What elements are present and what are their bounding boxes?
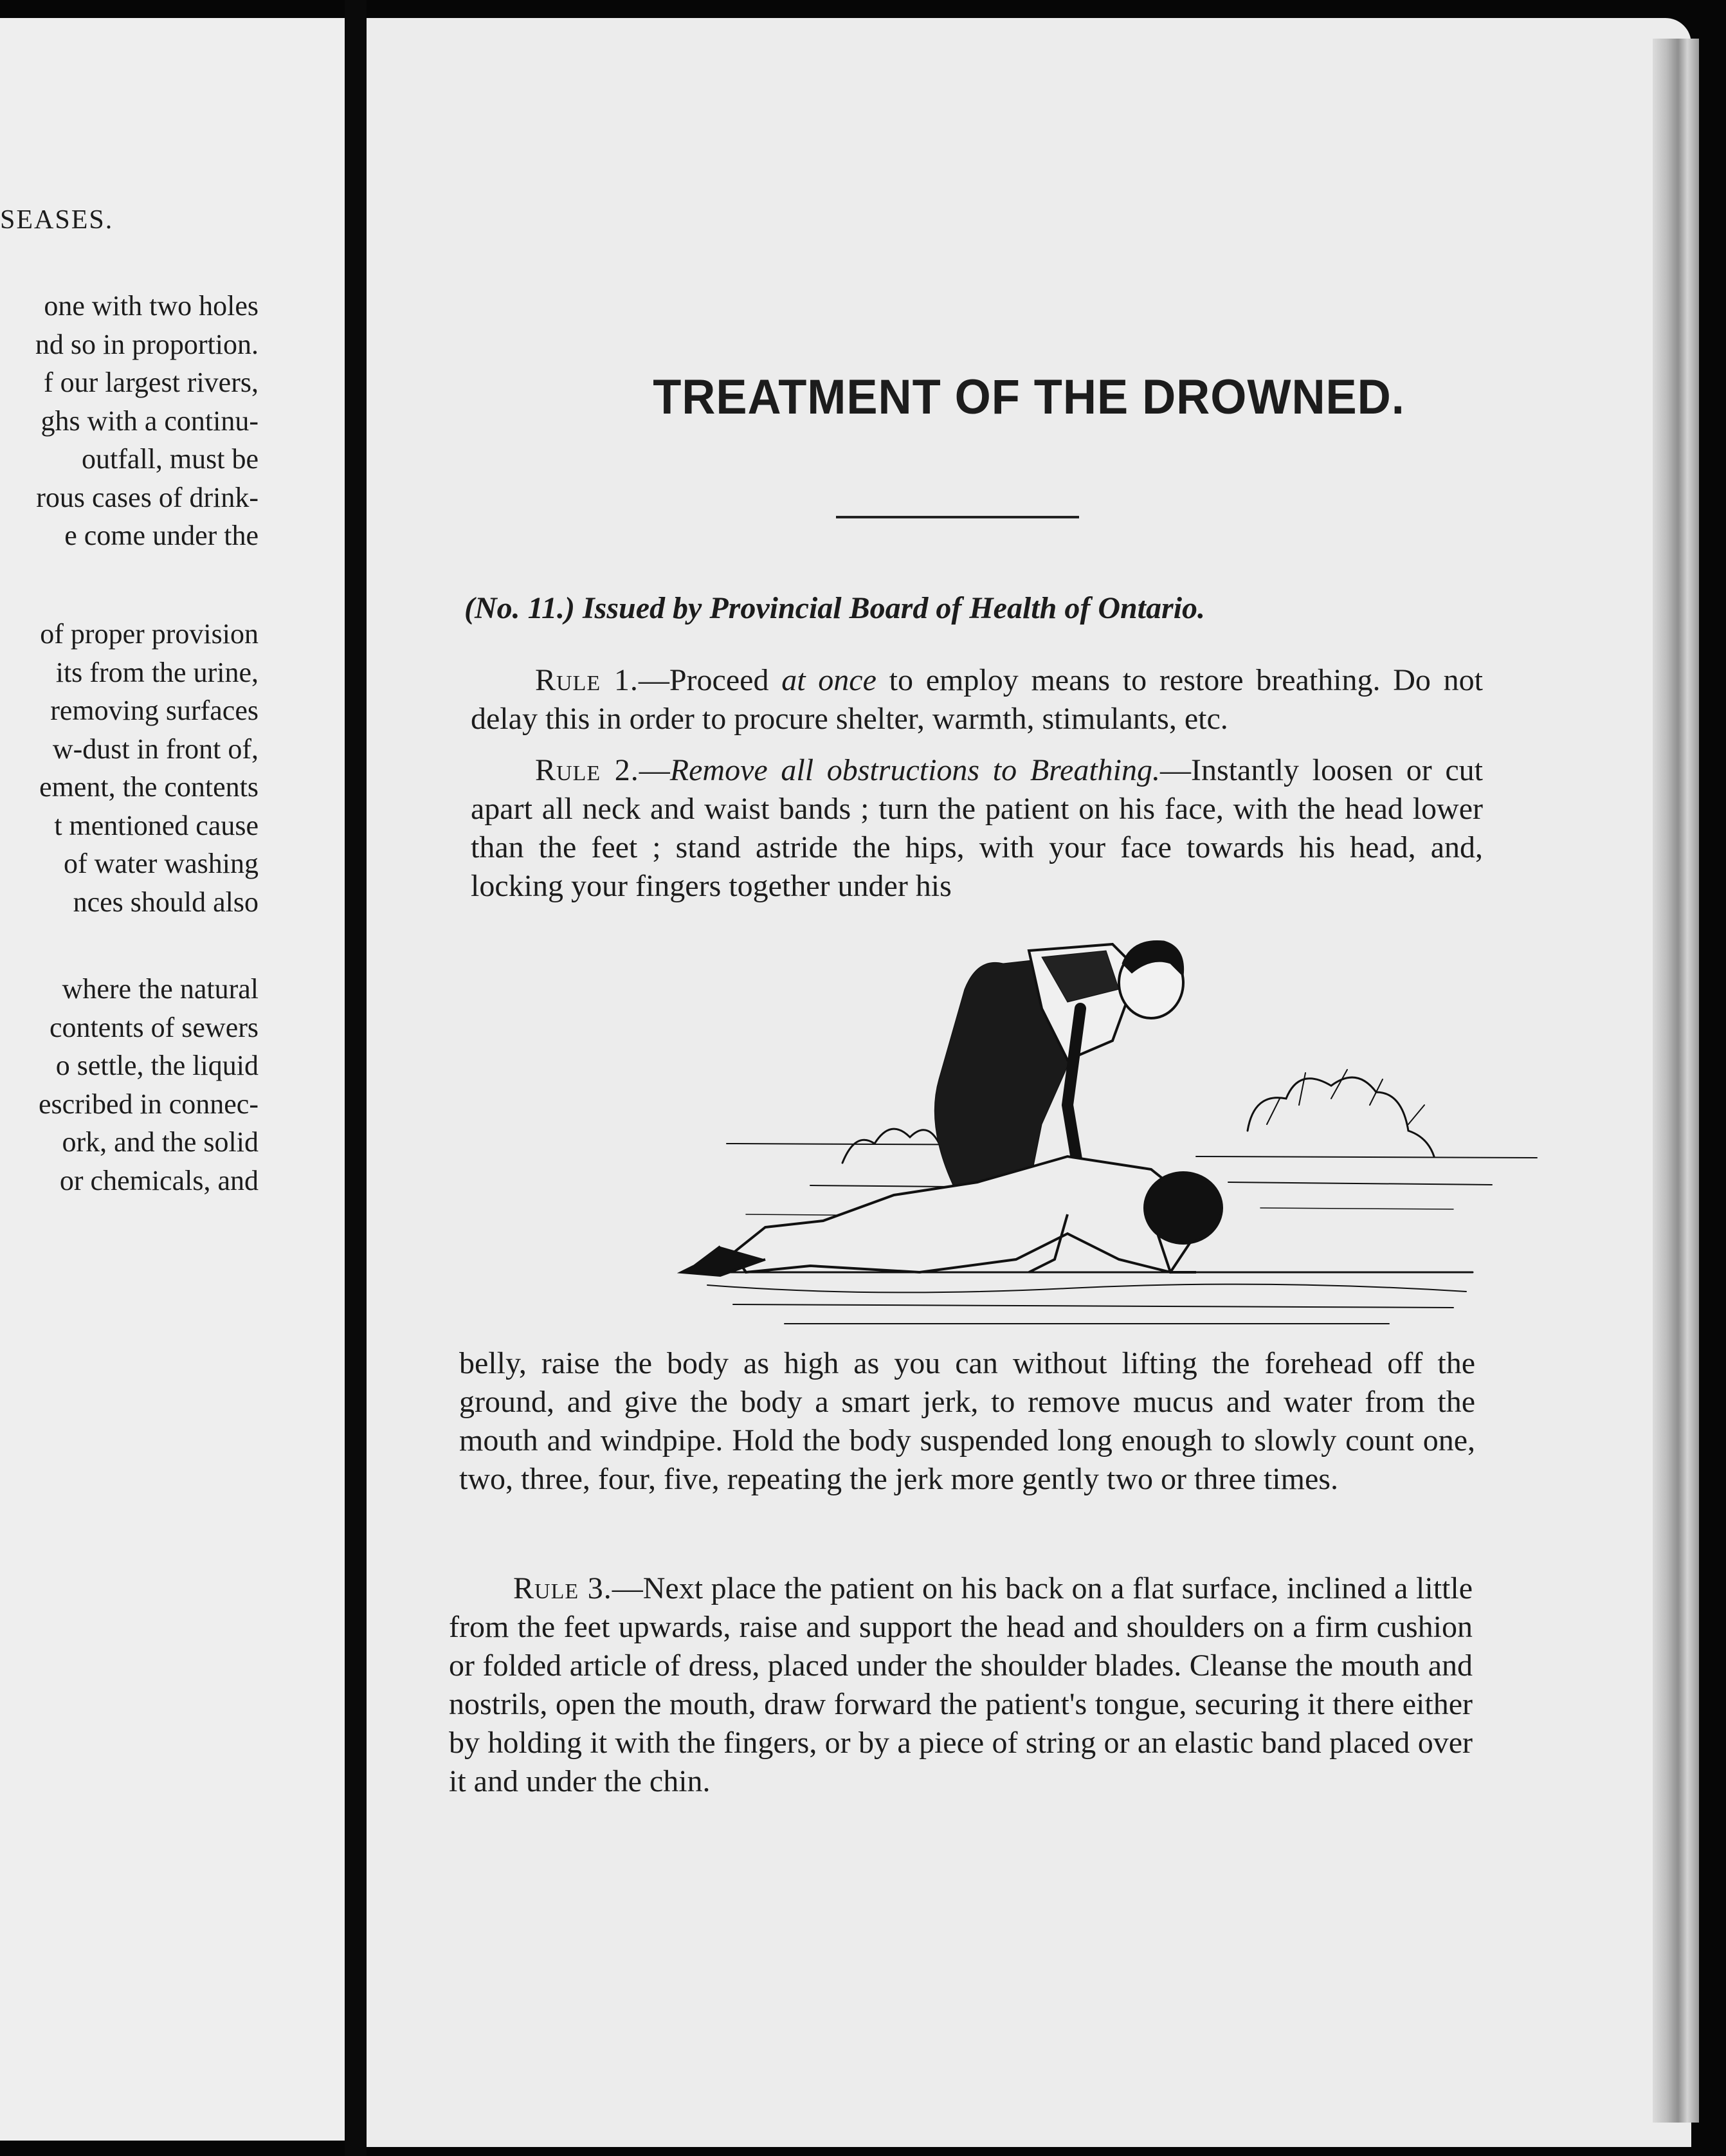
book-gutter: [345, 0, 367, 2156]
text-line: where the natural: [62, 973, 259, 1005]
rule-text: —: [639, 753, 670, 787]
rule-label: Rule 1.: [535, 663, 639, 697]
text-line: escribed in connec-: [38, 1088, 259, 1120]
resuscitation-illustration: [617, 912, 1588, 1337]
text-line: f our largest rivers,: [44, 367, 259, 398]
page-title: TREATMENT OF THE DROWNED.: [653, 370, 1405, 425]
text-line: outfall, must be: [82, 443, 259, 475]
text-line: ement, the contents: [39, 771, 259, 803]
text-line: ghs with a continu-: [41, 405, 259, 437]
text-line: of water washing: [63, 848, 259, 879]
text-line: w-dust in front of,: [52, 733, 259, 765]
text-line: t mentioned cause: [54, 809, 259, 841]
rule-1-paragraph: [471, 661, 1483, 738]
text-line: nd so in proportion.: [35, 328, 259, 360]
rule-emphasis: at once: [781, 663, 877, 697]
left-page: [0, 18, 345, 2141]
rule-text: to employ means to restore breathing. Do not delay this in order to procure shelter, warmth, stimulants, etc.: [471, 663, 1484, 736]
page-edge: [1653, 39, 1699, 2123]
running-head: SEASES.: [0, 205, 114, 235]
text-line: removing surfaces: [50, 695, 259, 726]
rule-text: —Proceed: [638, 663, 782, 697]
left-paragraph-1: [0, 287, 259, 555]
text-line: ork, and the solid: [62, 1126, 259, 1158]
issued-by-line: (No. 11.) Issued by Provincial Board of Health of Ontario.: [464, 591, 1206, 625]
text-line: o settle, the liquid: [55, 1050, 259, 1081]
text-line: one with two holes: [44, 290, 259, 322]
rule-label: Rule 2.: [535, 753, 639, 787]
left-paragraph-3: [0, 970, 259, 1200]
right-page: [367, 18, 1691, 2147]
rule-2-paragraph: [471, 751, 1483, 906]
text-line: or chemicals, and: [59, 1164, 259, 1196]
text-line: nces should also: [73, 886, 259, 918]
text-line: e come under the: [64, 520, 259, 551]
text-line: its from the urine,: [55, 656, 259, 688]
rule-emphasis: Remove all obstructions to Breathing.: [669, 753, 1161, 787]
rule-3-paragraph: [449, 1569, 1473, 1801]
text-line: rous cases of drink-: [36, 481, 259, 513]
rule-2-continued-paragraph: belly, raise the body as high as you can without lifting the forehead off the ground, and give the body a smart jerk, to remove mucus and water from the mouth and windpipe. Hold the body suspended long enough to slowly count one, two, three, four, five, repeating the jerk more gently two or three times.: [459, 1346, 1475, 1496]
title-divider: [836, 516, 1079, 518]
rule-text: —Instantly loosen or cut apart all neck and waist bands ; turn the patient on his face, with the head lower than the feet ; stand astride the hips, with your face towards his head, and, locking your fingers together under his: [471, 753, 1484, 903]
rule-label: Rule 3.: [513, 1571, 612, 1605]
rule-text: —Next place the patient on his back on a flat surface, inclined a little from the feet upwards, raise and support the head and shoulders on a firm cushion or folded article of dress, placed under the shoulder blades. Cleanse the mouth and nostrils, open the mouth, draw forward the patient's tongue, securing it there either by holding it with the fingers, or by a piece of string or an elastic band placed over it and under the chin.: [449, 1571, 1473, 1798]
left-paragraph-2: [0, 615, 259, 921]
text-line: contents of sewers: [49, 1011, 259, 1043]
text-line: of proper provision: [40, 618, 259, 650]
